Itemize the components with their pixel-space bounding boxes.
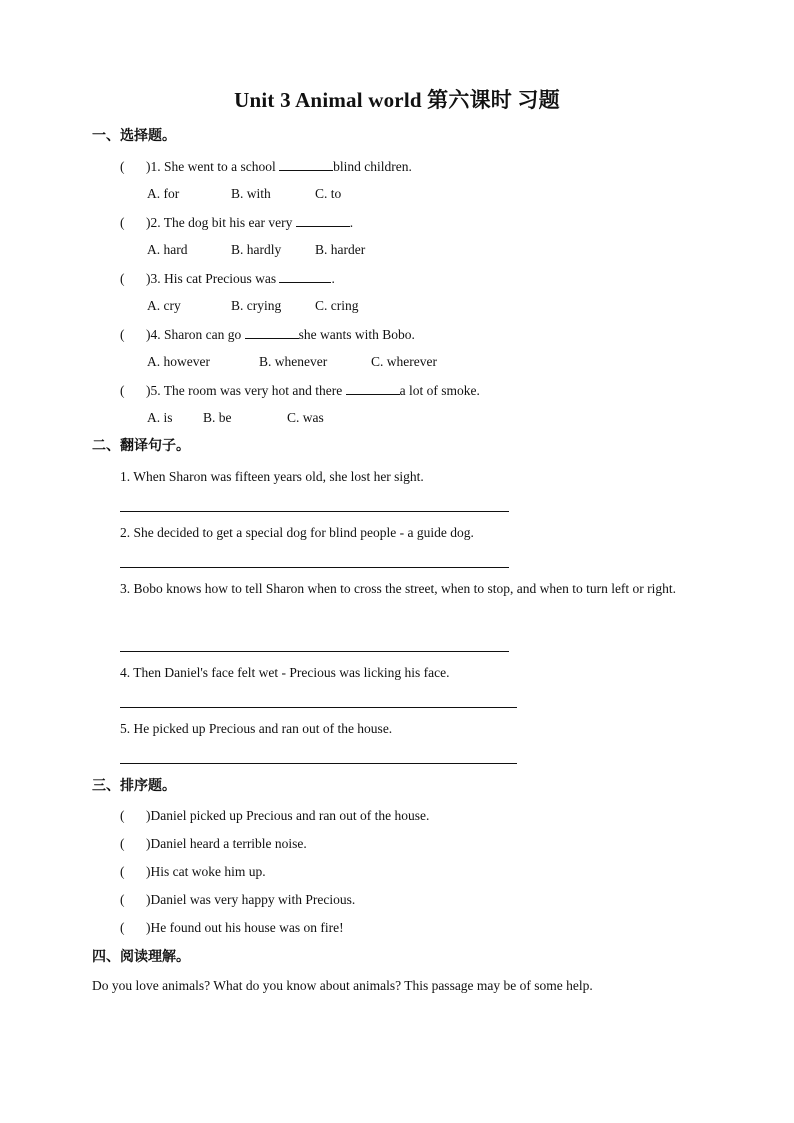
question-3: ( )3. His cat Precious was . [120,271,335,286]
order-item-5: ( )He found out his house was on fire! [120,920,344,935]
reading-intro: Do you love animals? What do you know about animals? This passage may be of some help. [92,978,593,993]
question-2-options: A. hard B. hardly B. harder [147,242,366,257]
answer-blank[interactable] [296,214,350,227]
section-heading-translate: 二、翻译句子。 [92,439,190,454]
question-5-options: A. is B. be C. was [147,410,324,425]
order-item-4: ( )Daniel was very happy with Precious. [120,892,356,907]
question-1: ( )1. She went to a school blind children. [120,159,412,174]
question-5: ( )5. The room was very hot and there a lot of smoke. [120,383,480,398]
answer-line[interactable] [120,763,517,764]
order-item-1: ( )Daniel picked up Precious and ran out of the house. [120,808,430,823]
translate-sentence-1: 1. When Sharon was fifteen years old, she lost her sight. [120,469,424,484]
answer-line[interactable] [120,651,509,652]
question-4: ( )4. Sharon can go she wants with Bobo. [120,327,415,342]
translate-sentence-3: 3. Bobo knows how to tell Sharon when to cross the street, when to stop, and when to turn left or right. [120,581,677,596]
answer-blank[interactable] [279,270,331,283]
answer-line[interactable] [120,567,509,568]
section-heading-choice: 一、选择题。 [92,129,176,144]
section-heading-reading: 四、阅读理解。 [92,950,190,965]
order-item-2: ( )Daniel heard a terrible noise. [120,836,307,851]
translate-sentence-5: 5. He picked up Precious and ran out of the house. [120,721,393,736]
question-2: ( )2. The dog bit his ear very . [120,215,354,230]
answer-line[interactable] [120,511,509,512]
question-1-options: A. for B. with C. to [147,186,342,201]
translate-sentence-4: 4. Then Daniel's face felt wet - Precious was licking his face. [120,665,450,680]
answer-line[interactable] [120,707,517,708]
question-4-options: A. however B. whenever C. wherever [147,354,437,369]
order-item-3: ( )His cat woke him up. [120,864,266,879]
page-title: Unit 3 Animal world 第六课时 习题 [234,88,560,112]
section-heading-ordering: 三、排序题。 [92,779,176,794]
translate-sentence-2: 2. She decided to get a special dog for blind people - a guide dog. [120,525,474,540]
answer-blank[interactable] [346,382,400,395]
question-3-options: A. cry B. crying C. cring [147,298,359,313]
answer-blank[interactable] [245,326,299,339]
answer-blank[interactable] [279,158,333,171]
